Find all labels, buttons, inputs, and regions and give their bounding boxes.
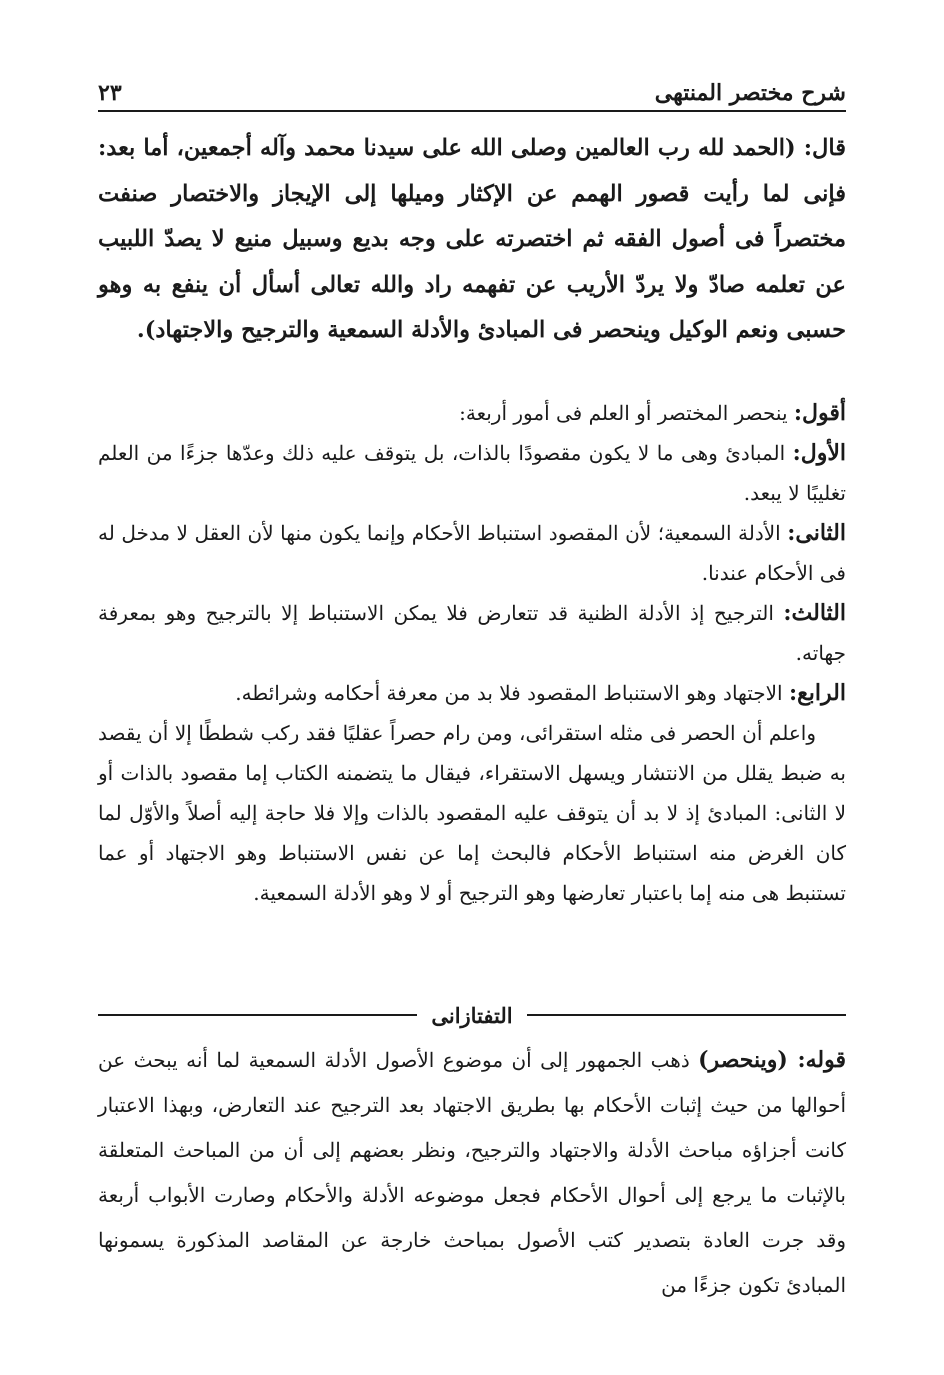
matn-text-block: [98, 126, 846, 354]
divider-label: التفتازانى: [431, 1002, 513, 1028]
sharh-paragraph-conclusion: واعلم أن الحصر فى مثله استقرائى، ومن رام حصراً عقليًا فقد ركب شططًا إلا أن يقصد به ضبط يقلل من الانتشار ويسهل الاستقراء، فيقال ما يتضمنه الكتاب إما مقصود بالذات أو لا الثانى: المبادئ إذ لا بد أن يتوقف عليه المقصود بالذات وإلا فلا حاجة إليه أصلاً والأوّل لما كان الغرض منه استنباط الأحكام فالبحث إما عن نفس الاستنباط وهو الاجتهاد أو عما تستنبط هى منه إما باعتبار تعارضها وهو الترجيح أو لا وهو الأدلة السمعية.: [98, 721, 846, 905]
paragraph-text: ذهب الجمهور إلى أن موضوع الأصول الأدلة السمعية لما أنه يبحث عن أحوالها من حيث إثبات الأحكام بها بطريق الاجتهاد بعد الترجيح عند التعارض، وبهذا الاعتبار كانت أجزاؤه مباحث الأدلة والاجتهاد والترجيح، ونظر بعضهم إلى أن من المباحث المتعلقة بالإثبات ما يرجع إلى أحوال الأحكام فجعل موضوعه الأدلة والأحكام وصارت الأبواب أربعة وقد جرت العادة بتصدير كتب الأصول بمباحث خارجة عن المقاصد المذكورة يسمونها المبادئ تكون جزءًا من: [98, 1048, 846, 1297]
paragraph-lead: الثانى:: [787, 520, 846, 546]
matn-paragraph: قال: (الحمد لله رب العالمين وصلى الله على سيدنا محمد وآله أجمعين، أما بعد: فإنى لما رأيت قصور الهمم عن الإكثار وميلها إلى الإيجاز والاختصار صنفت مختصراً فى أصول الفقه ثم اختصرته على وجه بديع وسبيل منيع لا يصدّ اللبيب عن تعلمه صادّ ولا يردّ الأريب عن تفهمه راد والله تعالى أسأل أن ينفع به وهو حسبى ونعم الوكيل وينحصر فى المبادئ والأدلة السمعية والترجيح والاجتهاد).: [98, 135, 846, 343]
sharh-commentary: [98, 393, 846, 913]
paragraph-lead: الأول:: [792, 440, 846, 466]
sharh-paragraph-second: [98, 513, 846, 593]
sharh-paragraph-first: [98, 433, 846, 513]
running-title: شرح مختصر المنتهى: [654, 80, 846, 106]
hashiya-paragraph: [98, 1038, 846, 1308]
paragraph-text: الاجتهاد وهو الاستنباط المقصود فلا بد من معرفة أحكامه وشرائطه.: [235, 681, 789, 705]
divider-rule-right: [527, 1014, 846, 1016]
hashiya-gloss: [98, 1038, 846, 1308]
sharh-paragraph-intro: [98, 393, 846, 433]
paragraph-lead: الرابع:: [788, 680, 846, 706]
paragraph-text: المبادئ وهى ما لا يكون مقصودًا بالذات، بل يتوقف عليه ذلك وعدّها جزءًا من العلم تغليبًا لا يبعد.: [98, 441, 846, 505]
paragraph-text: ينحصر المختصر أو العلم فى أمور أربعة:: [459, 401, 794, 425]
paragraph-lead: الثالث:: [783, 600, 846, 626]
paragraph-lead: قوله: (وينحصر): [698, 1047, 846, 1073]
page-number: ٢٣: [98, 80, 122, 106]
page-header: [98, 74, 846, 112]
sharh-paragraph-fourth: [98, 673, 846, 713]
sharh-paragraph-third: [98, 593, 846, 673]
paragraph-lead: أقول:: [793, 400, 846, 426]
paragraph-text: الترجيح إذ الأدلة الظنية قد تتعارض فلا يمكن الاستنباط إلا بالترجيح وهو بمعرفة جهاته.: [98, 601, 846, 665]
divider-rule-left: [98, 1014, 417, 1016]
section-divider: [98, 1000, 846, 1030]
paragraph-text: الأدلة السمعية؛ لأن المقصود استنباط الأحكام وإنما يكون منها لأن العقل لا مدخل له فى الأحكام عندنا.: [98, 521, 846, 585]
